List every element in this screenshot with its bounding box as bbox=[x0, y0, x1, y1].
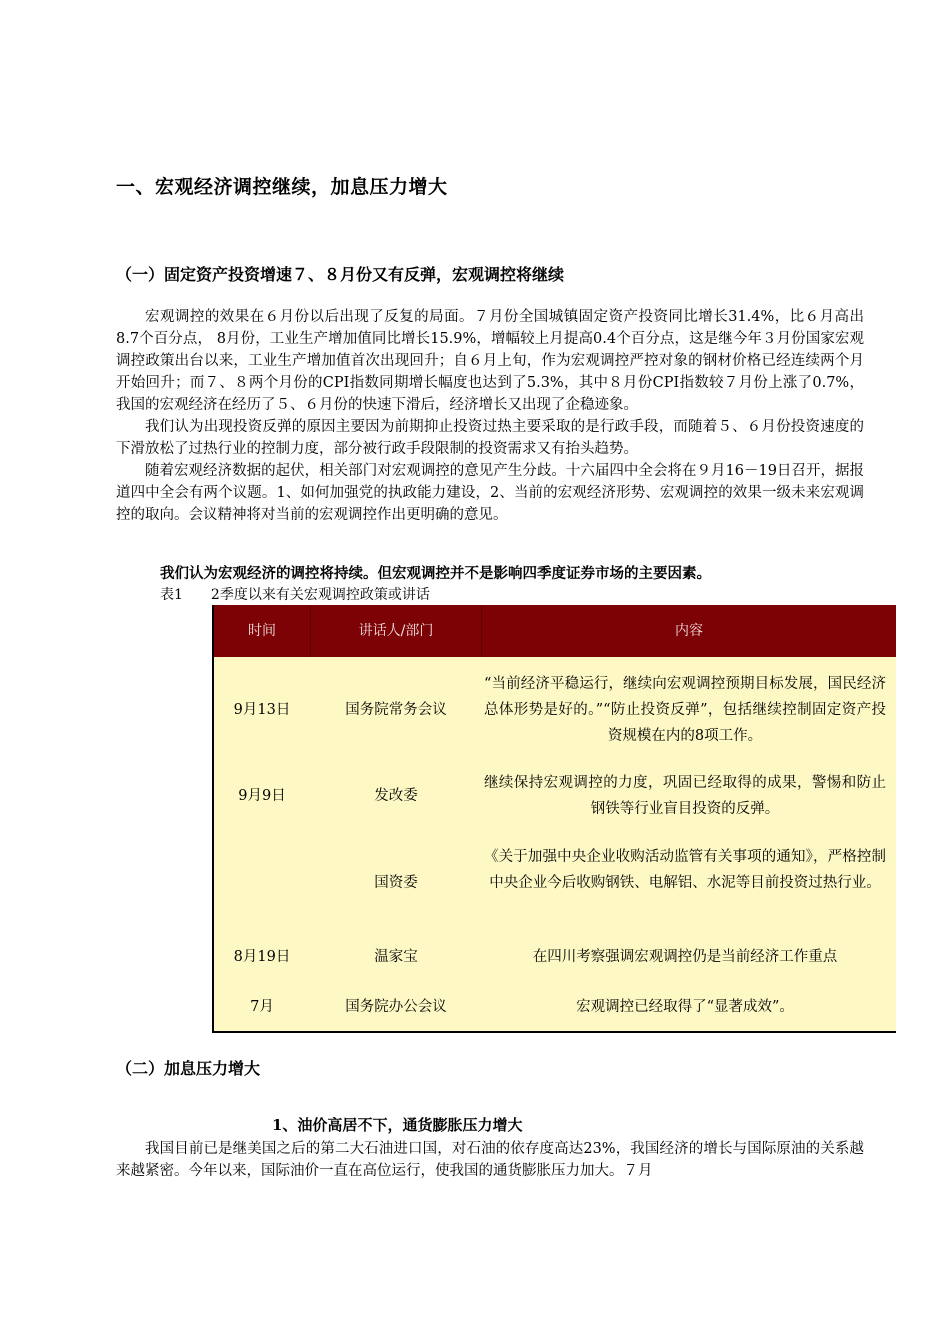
row-3-content: 《关于加强中央企业收购活动监管有关事项的通知》，严格控制中央企业今后收购钢铁、电解铝、水泥等目前投资过热行业。 bbox=[484, 849, 886, 891]
policy-table bbox=[212, 605, 896, 1033]
row-5-content: 宏观调控已经取得了“显著成效”。 bbox=[576, 999, 794, 1015]
chapter-heading: 一、宏观经济调控继续，加息压力增大 bbox=[116, 176, 448, 198]
section-1-body bbox=[116, 306, 864, 526]
table-header bbox=[214, 605, 896, 657]
row-4-date: 8月19日 bbox=[233, 949, 291, 965]
header-time: 时间 bbox=[248, 623, 276, 639]
row-3-speaker: 国资委 bbox=[374, 875, 418, 891]
section-1-title: （一）固定资产投资增速７、８月份又有反弹，宏观调控将继续 bbox=[116, 265, 565, 284]
row-5-speaker: 国务院办公会议 bbox=[345, 999, 447, 1015]
section-2-title: （二）加息压力增大 bbox=[116, 1059, 261, 1078]
row-4-content: 在四川考察强调宏观调控仍是当前经济工作重点 bbox=[532, 949, 838, 965]
row-4-speaker: 温家宝 bbox=[374, 949, 418, 965]
row-1-content: “当前经济平稳运行，继续向宏观调控预期目标发展，国民经济总体形势是好的。”“防止投资反弹”，包括继续控制固定资产投资规模在内的8项工作。 bbox=[484, 676, 886, 744]
row-1-speaker: 国务院常务会议 bbox=[345, 702, 447, 718]
header-content: 内容 bbox=[675, 623, 703, 639]
conclusion-text: 我们认为宏观经济的调控将持续。但宏观调控并不是影响四季度证券市场的主要因素。 bbox=[160, 566, 711, 582]
paragraph-2: 我们认为出现投资反弹的原因主要因为前期抑止投资过热主要采取的是行政手段，而随着５、６月份投资速度的下滑放松了过热行业的控制力度，部分被行政手段限制的投资需求又有抬头趋势。 bbox=[116, 419, 864, 457]
table-caption-text: 2季度以来有关宏观调控政策或讲话 bbox=[210, 587, 430, 603]
section-2-body bbox=[116, 1138, 864, 1182]
table-caption-label: 表1 bbox=[160, 587, 183, 603]
paragraph-1: 宏观调控的效果在６月份以后出现了反复的局面。７月份全国城镇固定资产投资同比增长31.4%，比６月高出8.7个百分点， 8月份，工业生产增加值同比增长15.9%，增幅较上月提高0.4个百分点，这是继今年３月份国家宏观调控政策出台以来，工业生产增加值首次出现回升；自６月上旬，作为宏观调控严控对象的钢材价格已经连续两个月开始回升；而７、８两个月份的CPI指数同期增长幅度也达到了5.3%，其中８月份CPI指数较７月份上涨了0.7%，我国的宏观经济在经历了５、６月份的快速下滑后，经济增长又出现了企稳迹象。 bbox=[116, 309, 864, 413]
section-2-subtitle: 1、油价高居不下，通货膨胀压力增大 bbox=[272, 1116, 523, 1134]
table-caption bbox=[160, 584, 430, 604]
row-5-date: 7月 bbox=[250, 999, 274, 1015]
row-2-date: 9月9日 bbox=[238, 788, 286, 804]
paragraph-3: 随着宏观经济数据的起伏，相关部门对宏观调控的意见产生分歧。十六届四中全会将在９月16－19日召开，据报道四中全会有两个议题。1、如何加强党的执政能力建设，2、当前的宏观经济形势、宏观调控的效果一级未来宏观调控的取向。会议精神将对当前的宏观调控作出更明确的意见。 bbox=[116, 463, 864, 523]
row-2-content: 继续保持宏观调控的力度，巩固已经取得的成果，警惕和防止钢铁等行业盲目投资的反弹。 bbox=[484, 775, 886, 817]
row-2-speaker: 发改委 bbox=[374, 788, 418, 804]
row-1-date: 9月13日 bbox=[233, 702, 291, 718]
header-speaker: 讲话人/部门 bbox=[358, 623, 434, 639]
paragraph-4: 我国目前已是继美国之后的第二大石油进口国，对石油的依存度高达23%，我国经济的增长与国际原油的关系越来越紧密。今年以来，国际油价一直在高位运行，使我国的通货膨胀压力加大。７月 bbox=[116, 1141, 864, 1179]
